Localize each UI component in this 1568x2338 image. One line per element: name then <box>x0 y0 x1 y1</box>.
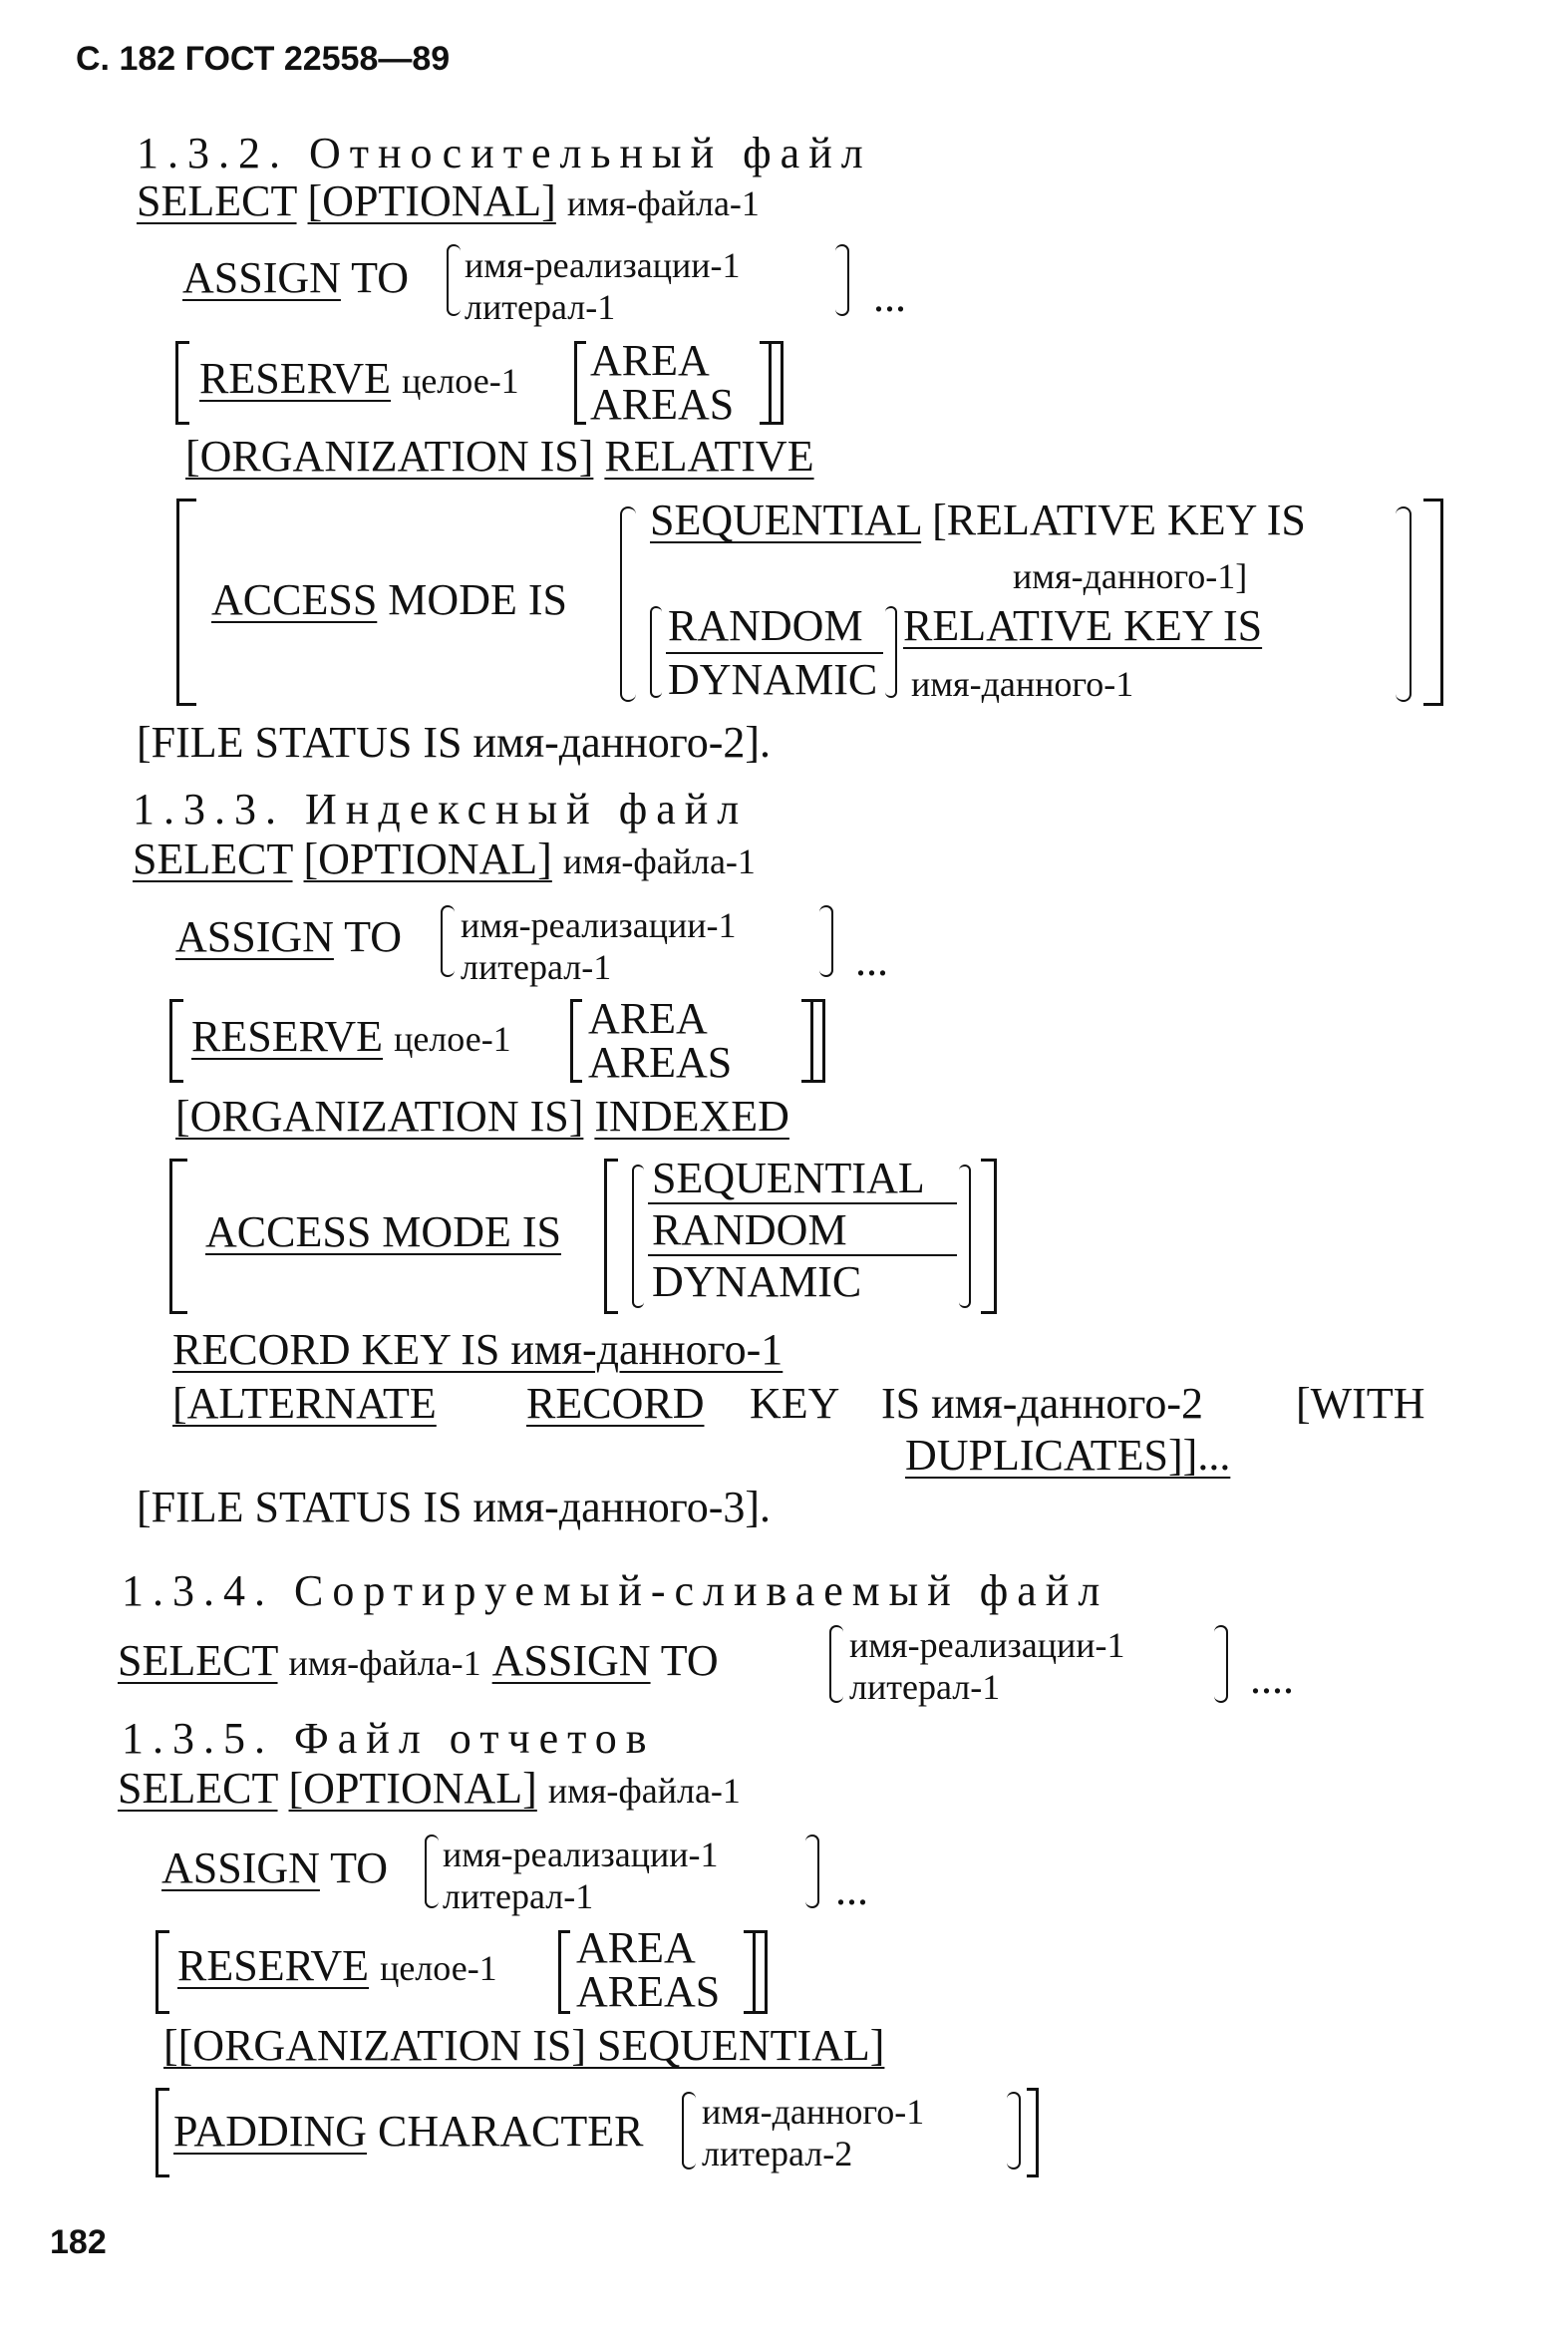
left-brace <box>650 606 662 698</box>
right-brace <box>1214 1625 1228 1703</box>
keyword: TO <box>344 912 402 961</box>
code-line <box>903 601 1263 650</box>
keyword: SELECT <box>118 1636 278 1685</box>
left-bracket <box>169 999 183 1083</box>
keyword: DUPLICATES]]... <box>905 1431 1231 1480</box>
right-brace <box>835 244 849 316</box>
keyword: TO <box>330 1843 388 1892</box>
code-line <box>118 1636 719 1685</box>
code-line <box>650 496 1306 544</box>
code-line <box>175 912 402 961</box>
keyword: AREAS <box>576 1967 721 2016</box>
code-line <box>163 2021 885 2070</box>
keyword: SELECT <box>133 835 293 883</box>
left-brace <box>632 1165 644 1308</box>
keyword: TO <box>660 1636 719 1685</box>
term: литерал-1 <box>849 1667 1001 1707</box>
term: целое-1 <box>402 361 519 401</box>
keyword: RECORD <box>526 1379 705 1428</box>
left-brace <box>425 1835 439 1908</box>
keyword: RELATIVE <box>604 432 814 481</box>
right-bracket <box>772 341 784 425</box>
keyword: RESERVE <box>177 1941 370 1990</box>
left-brace <box>620 506 636 702</box>
section-heading: 1.3.4. Сортируемый-сливаемый файл <box>122 1566 1109 1615</box>
right-bracket <box>813 999 825 1083</box>
keyword: [RELATIVE KEY IS <box>932 496 1306 544</box>
keyword: [WITH <box>1296 1379 1425 1428</box>
term: имя-данного-1 <box>911 664 1134 704</box>
keyword: [ALTERNATE <box>172 1379 437 1428</box>
code-line <box>185 432 814 481</box>
left-bracket <box>156 2088 169 2177</box>
ellipsis: .... <box>1250 1654 1294 1703</box>
code-line <box>172 1379 437 1428</box>
keyword: ASSIGN <box>161 1843 320 1892</box>
term: целое-1 <box>380 1948 497 1988</box>
keyword: AREA <box>590 336 710 385</box>
code-line <box>211 575 567 624</box>
left-bracket <box>156 1930 169 2014</box>
right-brace <box>885 606 897 698</box>
keyword: RESERVE <box>199 354 392 403</box>
right-bracket <box>981 1159 997 1314</box>
left-bracket <box>574 341 586 425</box>
right-brace <box>1396 506 1411 702</box>
code-line <box>199 354 519 403</box>
keyword: [ORGANIZATION IS] <box>185 432 594 481</box>
left-brace <box>447 244 461 316</box>
left-bracket <box>604 1159 618 1314</box>
keyword: PADDING <box>173 2107 367 2156</box>
term: литерал-1 <box>465 287 616 327</box>
term: имя-реализации-1 <box>849 1625 1125 1665</box>
keyword: ASSIGN <box>175 912 334 961</box>
right-brace <box>959 1165 971 1308</box>
keyword: RESERVE <box>191 1012 384 1061</box>
keyword: SEQUENTIAL <box>652 1154 925 1202</box>
separator <box>648 1202 957 1204</box>
keyword: DYNAMIC <box>668 655 878 704</box>
keyword: AREAS <box>588 1038 733 1087</box>
right-bracket <box>1423 499 1443 706</box>
keyword: ACCESS MODE IS <box>205 1207 561 1256</box>
right-bracket <box>760 341 772 425</box>
page-header: С. 182 ГОСТ 22558—89 <box>76 40 451 78</box>
term: литерал-1 <box>443 1876 594 1916</box>
ellipsis: ... <box>855 936 888 985</box>
separator <box>648 1254 957 1256</box>
keyword: ACCESS <box>211 575 378 624</box>
right-bracket <box>756 1930 768 2014</box>
page-number: 182 <box>50 2223 107 2261</box>
right-brace <box>805 1835 819 1908</box>
keyword: MODE IS <box>388 575 567 624</box>
file-status-line: [FILE STATUS IS имя-данного-3]. <box>137 1483 772 1531</box>
keyword: KEY <box>750 1379 840 1428</box>
code-line <box>161 1843 388 1892</box>
left-bracket <box>176 499 196 706</box>
code-line <box>175 1092 789 1141</box>
code-line <box>205 1207 561 1256</box>
keyword: ASSIGN <box>491 1636 651 1685</box>
code-line <box>172 1325 784 1374</box>
code-line <box>905 1431 1231 1480</box>
left-brace <box>829 1625 843 1703</box>
keyword: AREA <box>588 994 708 1043</box>
keyword: AREA <box>576 1923 696 1972</box>
term: целое-1 <box>394 1019 511 1059</box>
code-line <box>118 1764 741 1813</box>
keyword: RANDOM <box>652 1205 847 1254</box>
term: IS имя-данного-2 <box>881 1379 1204 1428</box>
keyword: RELATIVE KEY IS <box>903 601 1263 650</box>
term: имя-файла-1 <box>566 183 760 223</box>
right-bracket <box>1027 2088 1039 2177</box>
ellipsis: ... <box>873 272 906 321</box>
code-line <box>191 1012 511 1061</box>
ellipsis: ... <box>835 1865 868 1914</box>
section-heading: 1.3.2. Относительный файл <box>137 129 872 177</box>
right-brace <box>819 905 833 977</box>
left-brace <box>441 905 455 977</box>
term: имя-реализации-1 <box>465 245 741 285</box>
term: имя-файла-1 <box>547 1771 741 1811</box>
term: литерал-2 <box>702 2134 853 2173</box>
left-brace <box>682 2092 696 2170</box>
term: имя-реализации-1 <box>443 1835 719 1874</box>
left-bracket <box>175 341 189 425</box>
separator <box>666 652 883 654</box>
keyword: ASSIGN <box>182 253 341 302</box>
code-line <box>137 176 760 225</box>
keyword: CHARACTER <box>377 2107 644 2156</box>
keyword: [ORGANIZATION IS] <box>175 1092 584 1141</box>
keyword: [OPTIONAL] <box>307 176 556 225</box>
term: литерал-1 <box>461 947 612 987</box>
keyword: SEQUENTIAL <box>650 496 922 544</box>
left-bracket <box>558 1930 570 2014</box>
code-line <box>173 2107 644 2156</box>
keyword: SELECT <box>137 176 297 225</box>
term: имя-данного-1] <box>1013 556 1248 596</box>
left-bracket <box>169 1159 187 1314</box>
keyword: TO <box>351 253 409 302</box>
keyword: RANDOM <box>668 601 863 650</box>
term: имя-данного-1 <box>702 2092 925 2132</box>
keyword: [OPTIONAL] <box>288 1764 537 1813</box>
keyword: [[ORGANIZATION IS] SEQUENTIAL] <box>163 2021 885 2070</box>
keyword: SELECT <box>118 1764 278 1813</box>
code-line <box>133 837 756 881</box>
left-bracket <box>570 999 582 1083</box>
code-line <box>182 253 409 302</box>
term: имя-файла-1 <box>562 841 756 881</box>
keyword: INDEXED <box>594 1092 789 1141</box>
keyword: RECORD KEY IS имя-данного-1 <box>172 1325 784 1374</box>
file-status-line: [FILE STATUS IS имя-данного-2]. <box>137 718 772 767</box>
keyword: DYNAMIC <box>652 1257 862 1306</box>
section-heading: 1.3.3. Индексный файл <box>133 785 749 834</box>
right-bracket <box>801 999 813 1083</box>
section-heading: 1.3.5. Файл отчетов <box>122 1714 656 1763</box>
keyword: AREAS <box>590 380 735 429</box>
term: имя-реализации-1 <box>461 905 737 945</box>
right-brace <box>1007 2092 1021 2170</box>
term: имя-файла-1 <box>288 1643 481 1683</box>
right-bracket <box>744 1930 756 2014</box>
keyword: [OPTIONAL] <box>303 835 552 883</box>
code-line <box>526 1379 705 1428</box>
code-line <box>177 1941 497 1990</box>
